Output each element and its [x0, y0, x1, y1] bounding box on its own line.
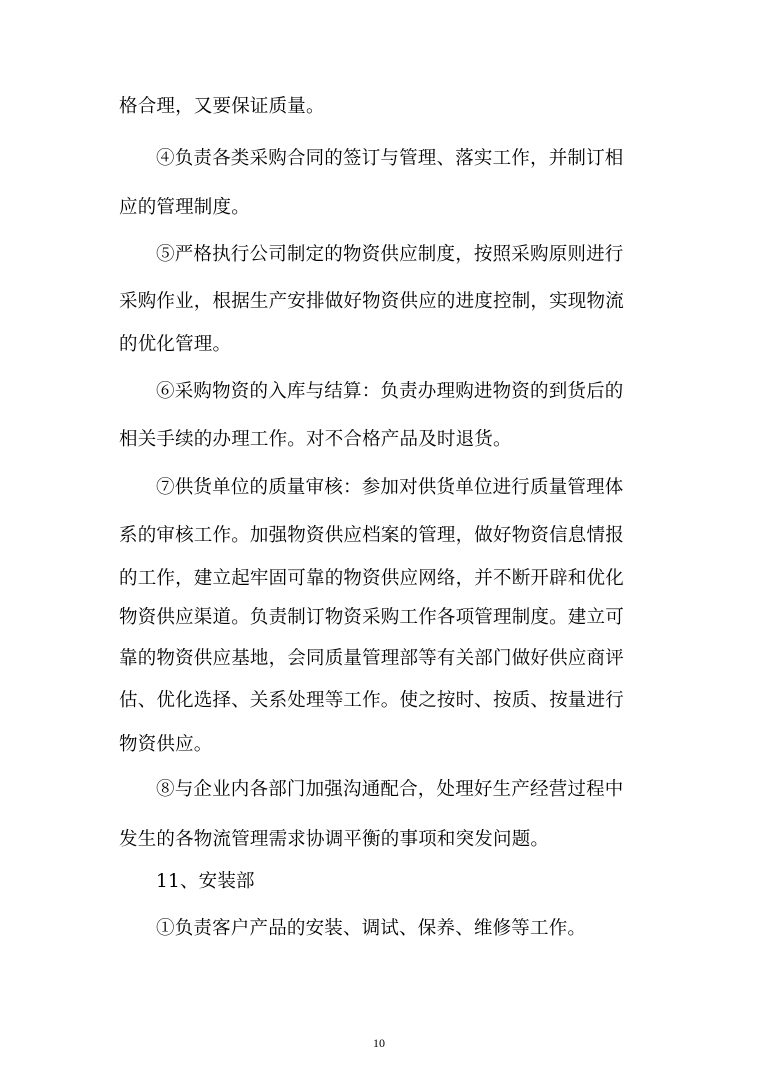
body-line-9: ⑦供货单位的质量审核：参加对供货单位进行质量管理体	[156, 477, 624, 498]
body-line-12: 物资供应渠道。负责制订物资采购工作各项管理制度。建立可	[119, 607, 624, 628]
body-line-7: ⑥采购物资的入库与结算：负责办理购进物资的到货后的	[156, 381, 624, 402]
body-line-10: 系的审核工作。加强物资供应档案的管理，做好物资信息情报	[119, 525, 624, 546]
body-line-16: ⑧与企业内各部门加强沟通配合，处理好生产经营过程中	[156, 779, 624, 800]
body-line-2: ④负责各类采购合同的签订与管理、落实工作，并制订相	[156, 148, 624, 169]
body-line-13: 靠的物资供应基地，会同质量管理部等有关部门做好供应商评	[119, 648, 624, 669]
page-number: 10	[373, 1036, 385, 1050]
section-heading-installation: 11、安装部	[156, 871, 255, 892]
body-line-6: 的优化管理。	[119, 334, 232, 355]
body-line-19: ①负责客户产品的安装、调试、保养、维修等工作。	[156, 918, 587, 939]
body-line-14: 估、优化选择、关系处理等工作。使之按时、按质、按量进行	[119, 690, 624, 711]
body-line-17: 发生的各物流管理需求协调平衡的事项和突发问题。	[119, 829, 550, 850]
body-line-3: 应的管理制度。	[119, 197, 250, 218]
body-line-1: 格合理，又要保证质量。	[119, 96, 325, 117]
body-line-15: 物资供应。	[119, 734, 213, 755]
body-line-8: 相关手续的办理工作。对不合格产品及时退货。	[119, 429, 512, 450]
body-line-4: ⑤严格执行公司制定的物资供应制度，按照采购原则进行	[156, 244, 624, 265]
body-line-5: 采购作业，根据生产安排做好物资供应的进度控制，实现物流	[119, 291, 624, 312]
body-line-11: 的工作，建立起牢固可靠的物资供应网络，并不断开辟和优化	[119, 568, 624, 589]
